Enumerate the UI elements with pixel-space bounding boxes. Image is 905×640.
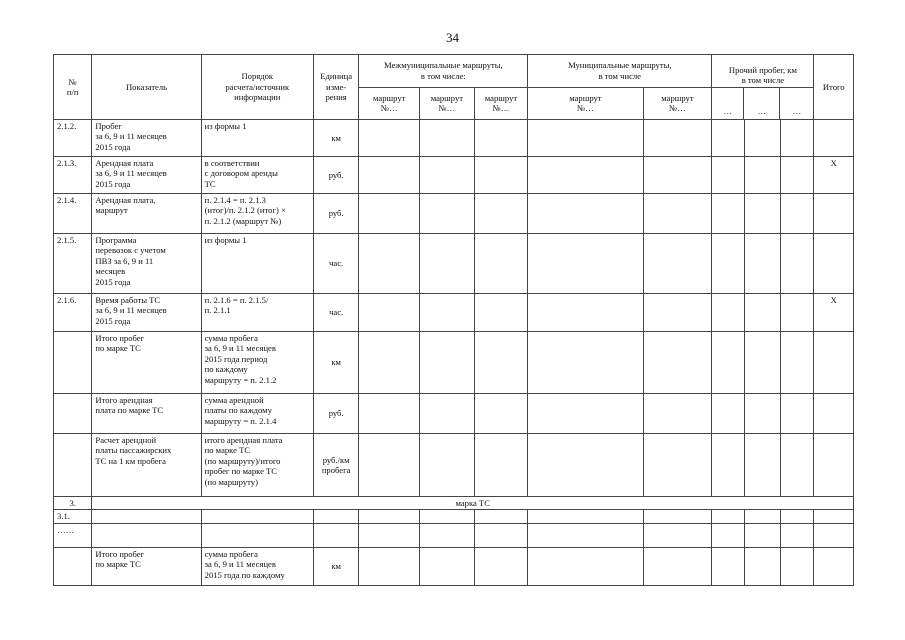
row-total: [814, 120, 854, 157]
row-value-cell: [528, 547, 643, 585]
row-indicator: Итого пробег по марке ТС: [92, 332, 201, 394]
row-value-cell: [781, 434, 814, 497]
row-value-cell: [528, 332, 643, 394]
data-table: [53, 54, 854, 586]
row-unit: руб.: [313, 157, 359, 194]
section-num: 3.: [54, 497, 92, 510]
row-value-cell: [359, 394, 420, 434]
row-empty-cell: [744, 510, 780, 523]
row-value-cell: [474, 294, 528, 332]
table-row: [54, 234, 854, 294]
header-route-5: маршрут №…: [643, 87, 712, 120]
row-value-cell: [528, 394, 643, 434]
row-total: Х: [814, 157, 854, 194]
row-value-cell: [643, 294, 712, 332]
header-municipal: Муниципальные маршруты, в том числе: [528, 55, 712, 88]
row-value-cell: [643, 434, 712, 497]
table-row: [54, 394, 854, 434]
row-value-cell: [528, 234, 643, 294]
row-source: сумма арендной платы по каждому маршруту = п. 2.1.4: [201, 394, 313, 434]
row-value-cell: [643, 194, 712, 234]
row-value-cell: [359, 434, 420, 497]
header-route-3: маршрут №…: [474, 87, 528, 120]
row-value-cell: [712, 434, 744, 497]
row-num: 2.1.5.: [54, 234, 92, 294]
row-indicator: Расчет арендной платы пассажирских ТС на 1 км пробега: [92, 434, 201, 497]
row-source: в соответствии с договором аренды ТС: [201, 157, 313, 194]
table-row: [54, 157, 854, 194]
row-value-cell: [359, 332, 420, 394]
row-empty-cell: [643, 523, 712, 547]
row-value-cell: [814, 547, 854, 585]
row-indicator: Итого арендная плата по марке ТС: [92, 394, 201, 434]
row-value-cell: [781, 157, 814, 194]
row-value-cell: [474, 547, 528, 585]
header-unit: Единица изме- рения: [313, 55, 359, 120]
row-unit: км: [313, 547, 359, 585]
row-num: [54, 547, 92, 585]
row-empty-cell: [781, 510, 814, 523]
row-unit: руб.: [313, 194, 359, 234]
row-value-cell: [359, 234, 420, 294]
row-value-cell: [359, 194, 420, 234]
row-value-cell: [781, 332, 814, 394]
row-value-cell: [528, 294, 643, 332]
row-value-cell: [474, 332, 528, 394]
row-value-cell: [643, 332, 712, 394]
row-value-cell: [781, 234, 814, 294]
row-num: 3.1.: [54, 510, 92, 523]
row-empty-cell: [814, 523, 854, 547]
table-row: [54, 547, 854, 585]
row-indicator: Время работы ТС за 6, 9 и 11 месяцев 2015 года: [92, 294, 201, 332]
row-num: ……: [54, 523, 92, 547]
row-value-cell: [474, 394, 528, 434]
row-unit: руб.: [313, 394, 359, 434]
row-empty-cell: [474, 510, 528, 523]
other-sub-1: …: [712, 88, 744, 119]
row-value-cell: [712, 394, 744, 434]
row-value-cell: [781, 294, 814, 332]
row-total: [814, 332, 854, 394]
row-value-cell: [744, 234, 780, 294]
header-indicator: Показатель: [92, 55, 201, 120]
row-value-cell: [420, 194, 475, 234]
row-value-cell: [474, 234, 528, 294]
header-intermunicipal: Межмуниципальные маршруты, в том числе:: [359, 55, 528, 88]
row-empty-cell: [528, 523, 643, 547]
row-num: [54, 434, 92, 497]
row-value-cell: [744, 332, 780, 394]
row-num: 2.1.6.: [54, 294, 92, 332]
row-value-cell: [420, 234, 475, 294]
row-value-cell: [712, 294, 744, 332]
table-row: [54, 510, 854, 523]
row-value-cell: [474, 194, 528, 234]
row-value-cell: [528, 120, 643, 157]
row-value-cell: [744, 547, 780, 585]
row-value-cell: [781, 120, 814, 157]
row-num: 2.1.2.: [54, 120, 92, 157]
header-route-4: маршрут №…: [528, 87, 643, 120]
row-unit: час.: [313, 234, 359, 294]
section-label: марка ТС: [92, 497, 854, 510]
row-empty-cell: [420, 523, 475, 547]
row-indicator: Арендная плата за 6, 9 и 11 месяцев 2015 года: [92, 157, 201, 194]
row-value-cell: [359, 157, 420, 194]
row-value-cell: [359, 120, 420, 157]
row-num: 2.1.3.: [54, 157, 92, 194]
row-empty-cell: [201, 510, 313, 523]
row-value-cell: [474, 120, 528, 157]
row-total: [814, 194, 854, 234]
row-total: Х: [814, 294, 854, 332]
row-source: сумма пробега за 6, 9 и 11 месяцев 2015 года по каждому: [201, 547, 313, 585]
row-value-cell: [744, 120, 780, 157]
row-value-cell: [744, 157, 780, 194]
row-indicator: Итого пробег по марке ТС: [92, 547, 201, 585]
row-num: [54, 332, 92, 394]
row-value-cell: [643, 120, 712, 157]
row-source: из формы 1: [201, 234, 313, 294]
row-num: [54, 394, 92, 434]
row-indicator: Программа перевозок с учетом ПВЗ за 6, 9 и 11 месяцев 2015 года: [92, 234, 201, 294]
row-unit: час.: [313, 294, 359, 332]
row-value-cell: [643, 547, 712, 585]
page-number: 34: [446, 30, 459, 45]
table-row: [54, 434, 854, 497]
other-sub-3: …: [792, 105, 802, 116]
row-value-cell: [420, 332, 475, 394]
row-empty-cell: [744, 523, 780, 547]
row-empty-cell: [712, 523, 744, 547]
header-other-mileage-label: Прочий пробег, км в том числе: [728, 65, 797, 86]
row-value-cell: [474, 157, 528, 194]
row-num: 2.1.4.: [54, 194, 92, 234]
header-total: Итого: [814, 55, 854, 120]
row-source: сумма пробега за 6, 9 и 11 месяцев 2015 года период по каждому маршруту = п. 2.1.2: [201, 332, 313, 394]
header-other-mileage: [712, 55, 814, 120]
row-value-cell: [643, 234, 712, 294]
table-row: [54, 194, 854, 234]
row-empty-cell: [313, 510, 359, 523]
row-unit: км: [313, 120, 359, 157]
row-empty-cell: [814, 510, 854, 523]
row-value-cell: [420, 157, 475, 194]
row-value-cell: [643, 157, 712, 194]
row-value-cell: [712, 157, 744, 194]
row-value-cell: [420, 394, 475, 434]
row-empty-cell: [201, 523, 313, 547]
row-value-cell: [712, 547, 744, 585]
row-total: [814, 394, 854, 434]
header-route-1: маршрут №…: [359, 87, 420, 120]
table-row: [54, 120, 854, 157]
row-value-cell: [712, 332, 744, 394]
row-value-cell: [420, 294, 475, 332]
row-value-cell: [420, 434, 475, 497]
row-total: [814, 434, 854, 497]
row-empty-cell: [92, 510, 201, 523]
row-value-cell: [528, 157, 643, 194]
row-source: итого арендная плата по марке ТС (по маршруту)/итого пробег по марке ТС (по маршруту): [201, 434, 313, 497]
row-value-cell: [359, 547, 420, 585]
row-empty-cell: [359, 510, 420, 523]
row-indicator: Арендная плата, маршрут: [92, 194, 201, 234]
row-value-cell: [744, 394, 780, 434]
row-indicator: Пробег за 6, 9 и 11 месяцев 2015 года: [92, 120, 201, 157]
row-value-cell: [528, 194, 643, 234]
table-row: [54, 523, 854, 547]
row-empty-cell: [643, 510, 712, 523]
row-empty-cell: [92, 523, 201, 547]
row-value-cell: [712, 120, 744, 157]
row-unit: руб./км пробега: [313, 434, 359, 497]
other-sub-2: …: [744, 88, 780, 119]
row-source: п. 2.1.4 = п. 2.1.3 (итог)/п. 2.1.2 (итог) × п. 2.1.2 (маршрут №): [201, 194, 313, 234]
row-value-cell: [712, 194, 744, 234]
row-value-cell: [712, 234, 744, 294]
row-source: п. 2.1.6 = п. 2.1.5/ п. 2.1.1: [201, 294, 313, 332]
row-empty-cell: [359, 523, 420, 547]
row-total: [814, 234, 854, 294]
row-value-cell: [744, 294, 780, 332]
table-row: [54, 332, 854, 394]
row-source: из формы 1: [201, 120, 313, 157]
row-value-cell: [420, 547, 475, 585]
row-empty-cell: [420, 510, 475, 523]
row-value-cell: [528, 434, 643, 497]
row-empty-cell: [528, 510, 643, 523]
row-empty-cell: [712, 510, 744, 523]
header-source: Порядок расчета/источник информации: [201, 55, 313, 120]
row-value-cell: [420, 120, 475, 157]
row-value-cell: [744, 434, 780, 497]
row-empty-cell: [313, 523, 359, 547]
row-value-cell: [781, 194, 814, 234]
row-empty-cell: [474, 523, 528, 547]
row-unit: км: [313, 332, 359, 394]
row-value-cell: [781, 394, 814, 434]
row-value-cell: [781, 547, 814, 585]
section-row: [54, 497, 854, 510]
row-empty-cell: [781, 523, 814, 547]
row-value-cell: [643, 394, 712, 434]
row-value-cell: [474, 434, 528, 497]
header-route-2: маршрут №…: [420, 87, 475, 120]
row-value-cell: [744, 194, 780, 234]
table-row: [54, 294, 854, 332]
row-value-cell: [359, 294, 420, 332]
header-num: № п/п: [54, 55, 92, 120]
